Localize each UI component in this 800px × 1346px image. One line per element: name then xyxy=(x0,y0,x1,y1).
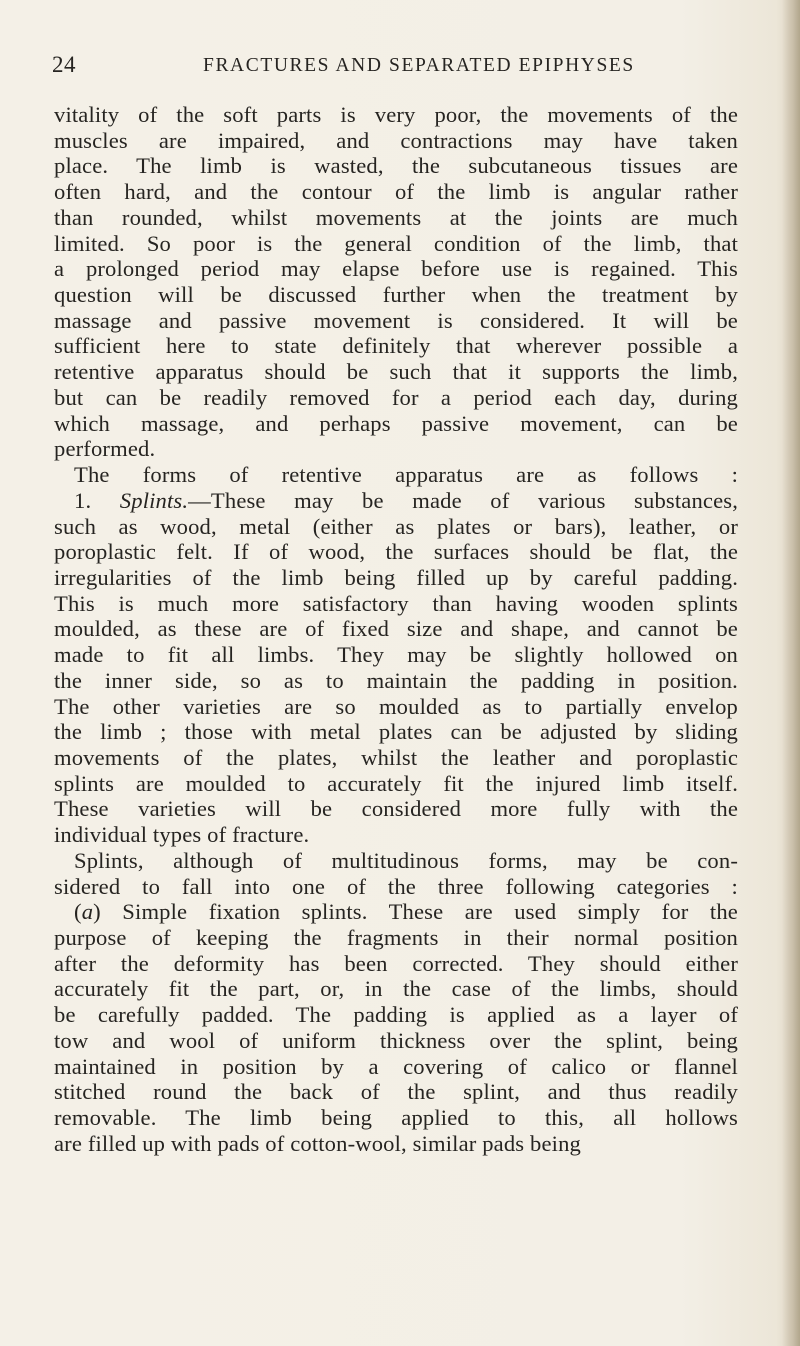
text-line: maintained in position by a covering of calico or flannel xyxy=(54,1053,738,1079)
italic-term: Splints. xyxy=(119,487,189,513)
text-line: place. The limb is wasted, the subcutaneous tissues are xyxy=(54,153,738,179)
text-line: individual types of fracture. xyxy=(54,822,310,848)
text-line: are filled up with pads of cotton-wool, similar pads being xyxy=(54,1130,581,1156)
text-line: after the deformity has been corrected. They should either xyxy=(54,950,738,976)
text-line: Splints, although of multitudinous forms, may be con- xyxy=(74,847,738,873)
text-line: removable. The limb being applied to this, all hollows xyxy=(54,1105,738,1131)
text-line: the limb ; those with metal plates can be adjusted by sliding xyxy=(54,719,738,745)
text-line xyxy=(54,899,738,925)
text-line: limited. So poor is the general condition of the limb, that xyxy=(54,230,738,256)
text-line: The other varieties are so moulded as to partially envelop xyxy=(54,693,738,719)
text-line: splints are moulded to accurately fit the injured limb itself. xyxy=(54,770,738,796)
text-line: sidered to fall into one of the three following categories : xyxy=(54,873,738,899)
text-line: accurately fit the part, or, in the case of the limbs, should xyxy=(54,976,738,1002)
page-number: 24 xyxy=(52,52,76,77)
text-line: the inner side, so as to maintain the padding in position. xyxy=(54,667,738,693)
text-line: moulded, as these are of fixed size and shape, and cannot be xyxy=(54,616,738,642)
page-edge-shadow xyxy=(782,0,800,1346)
text-line: be carefully padded. The padding is applied as a layer of xyxy=(54,1002,738,1028)
page-header xyxy=(52,52,752,86)
running-head: FRACTURES AND SEPARATED EPIPHYSES xyxy=(203,55,635,76)
text-line: such as wood, metal (either as plates or bars), leather, or xyxy=(54,513,738,539)
text-line: muscles are impaired, and contractions may have taken xyxy=(54,127,738,153)
text-line: a prolonged period may elapse before use is regained. This xyxy=(54,256,738,282)
text-line: massage and passive movement is considered. It will be xyxy=(54,307,738,333)
body-text xyxy=(54,102,738,1156)
text-line: purpose of keeping the fragments in their normal position xyxy=(54,925,738,950)
italic-term: a xyxy=(81,899,94,925)
text-line: vitality of the soft parts is very poor, the movements of the xyxy=(54,102,738,127)
text-line: which massage, and perhaps passive movement, can be xyxy=(54,410,738,436)
text-line: question will be discussed further when the treatment by xyxy=(54,282,738,308)
text-line: This is much more satisfactory than having wooden splints xyxy=(54,590,738,616)
text-line: but can be readily removed for a period each day, during xyxy=(54,384,738,410)
line-prefix: ( xyxy=(74,899,82,925)
text-line: poroplastic felt. If of wood, the surfaces should be flat, the xyxy=(54,539,738,565)
text-line: retentive apparatus should be such that it supports the limb, xyxy=(54,359,738,385)
text-line: These varieties will be considered more fully with the xyxy=(54,796,738,822)
text-line: stitched round the back of the splint, and thus readily xyxy=(54,1079,738,1105)
text-line xyxy=(54,488,738,514)
text-line: often hard, and the contour of the limb is angular rather xyxy=(54,179,738,205)
line-rest: ) Simple fixation splints. These are used simply for the xyxy=(93,899,738,925)
text-line: tow and wool of uniform thickness over the splint, being xyxy=(54,1027,738,1053)
text-line: sufficient here to state definitely that wherever possible a xyxy=(54,333,738,359)
text-line: than rounded, whilst movements at the joints are much xyxy=(54,204,738,230)
text-line: irregularities of the limb being filled up by careful padding. xyxy=(54,564,738,590)
line-rest: —These may be made of various substances, xyxy=(188,487,738,513)
text-line: performed. xyxy=(54,436,156,462)
text-line: movements of the plates, whilst the leather and poroplastic xyxy=(54,744,738,770)
text-line: The forms of retentive apparatus are as follows : xyxy=(74,462,738,488)
text-line: made to fit all limbs. They may be slightly hollowed on xyxy=(54,642,738,668)
line-prefix: 1. xyxy=(74,487,120,513)
